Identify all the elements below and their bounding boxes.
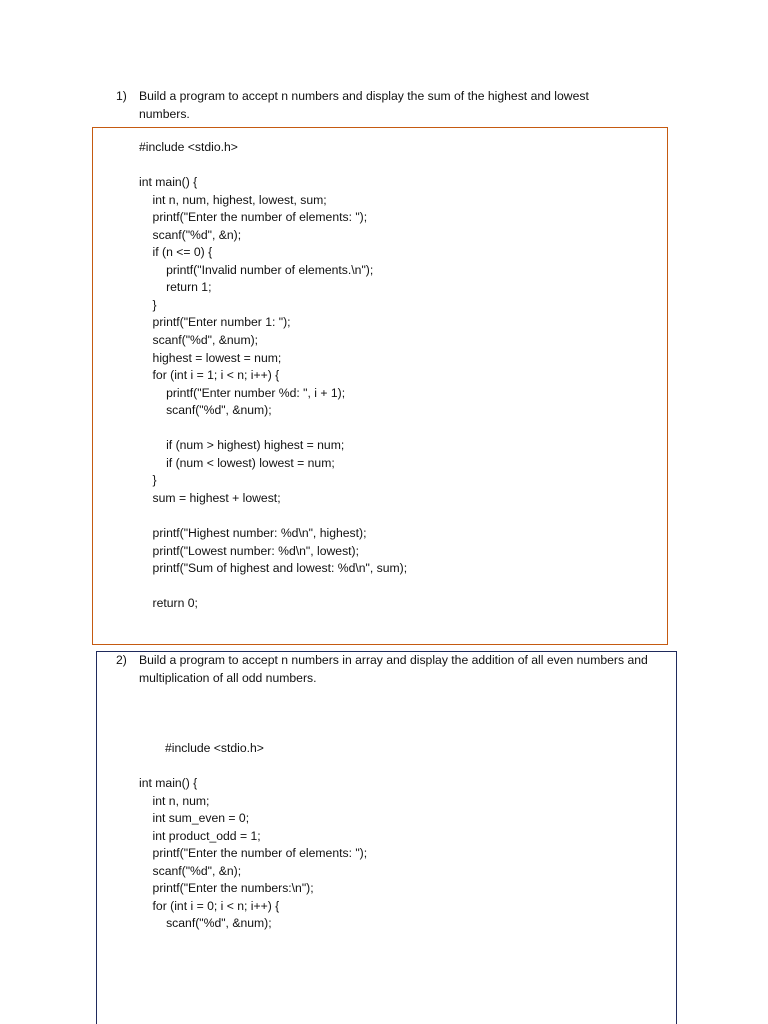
code-line: if (n <= 0) { <box>139 245 213 260</box>
code-line: return 1; <box>139 280 212 295</box>
code-line: printf("Enter number 1: "); <box>139 315 291 330</box>
code-line: int product_odd = 1; <box>139 828 261 843</box>
code-line: printf("Highest number: %d\n", highest); <box>139 526 367 541</box>
code-line <box>139 578 407 596</box>
code-line: scanf("%d", &n); <box>139 863 242 878</box>
code-line <box>139 507 407 525</box>
question-1 <box>116 87 636 123</box>
code-line: printf("Enter number %d: ", i + 1); <box>139 385 346 400</box>
code-line: printf("Invalid number of elements.\n"); <box>139 262 374 277</box>
code-line: if (num > highest) highest = num; <box>139 438 345 453</box>
code-line: int n, num; <box>139 793 210 808</box>
code-line: for (int i = 1; i < n; i++) { <box>139 368 280 383</box>
code-line: scanf("%d", &num); <box>139 333 259 348</box>
question-2-number: 2) <box>116 653 127 667</box>
question-1-number: 1) <box>116 89 127 103</box>
code-line: for (int i = 0; i < n; i++) { <box>139 898 280 913</box>
code-line: scanf("%d", &num); <box>139 403 272 418</box>
code-line: if (num < lowest) lowest = num; <box>139 455 335 470</box>
code-line: sum = highest + lowest; <box>139 490 281 505</box>
code-line <box>139 420 407 438</box>
code-line: #include <stdio.h> <box>139 140 238 154</box>
question-2-text: Build a program to accept n numbers in array and display the addition of all even numbers and multiplication of all odd numbers. <box>139 653 648 685</box>
code-line: int main() { <box>139 175 198 190</box>
code-line: } <box>139 297 157 312</box>
code-line: int n, num, highest, lowest, sum; <box>139 192 327 207</box>
code-line: } <box>139 473 157 488</box>
code-line: scanf("%d", &num); <box>139 916 272 931</box>
code-line: printf("Lowest number: %d\n", lowest); <box>139 543 359 558</box>
question-2-include-line: #include <stdio.h> <box>165 741 264 755</box>
question-2-code <box>139 775 367 933</box>
code-line: int sum_even = 0; <box>139 811 250 826</box>
code-line: printf("Sum of highest and lowest: %d\n", sum); <box>139 561 408 576</box>
code-line: return 0; <box>139 596 198 611</box>
question-1-code <box>139 139 407 613</box>
code-line: scanf("%d", &n); <box>139 227 242 242</box>
code-line: int main() { <box>139 776 198 790</box>
code-line: printf("Enter the number of elements: "); <box>139 846 368 861</box>
code-line: highest = lowest = num; <box>139 350 282 365</box>
question-2 <box>116 651 676 687</box>
code-line <box>139 157 407 175</box>
question-1-text: Build a program to accept n numbers and display the sum of the highest and lowest numbers. <box>139 89 589 121</box>
code-line: printf("Enter the number of elements: "); <box>139 210 368 225</box>
code-line: printf("Enter the numbers:\n"); <box>139 881 314 896</box>
